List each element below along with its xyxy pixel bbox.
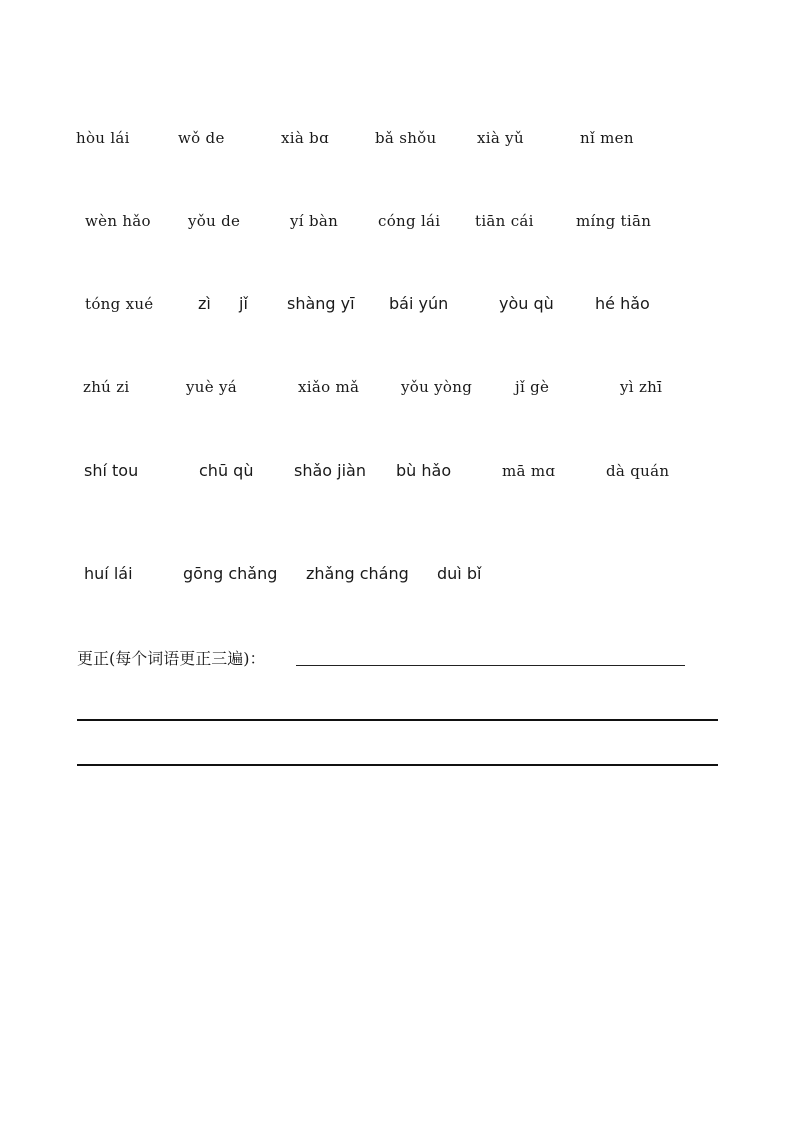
correction-label: 更正(每个词语更正三遍)：	[77, 649, 266, 668]
pinyin-word: duì bǐ	[437, 564, 482, 583]
answer-line-2[interactable]	[77, 764, 718, 766]
pinyin-row-6	[0, 564, 793, 594]
pinyin-row-3	[0, 294, 793, 324]
pinyin-row-5	[0, 461, 793, 491]
pinyin-word: jǐ gè	[515, 378, 550, 396]
pinyin-word: cóng lái	[378, 212, 441, 230]
pinyin-word: shí tou	[84, 461, 139, 480]
pinyin-word: zhǎng cháng	[306, 564, 409, 583]
pinyin-word: bǎ shǒu	[375, 129, 437, 147]
pinyin-word: bù hǎo	[396, 461, 452, 480]
pinyin-word: hé hǎo	[595, 294, 650, 313]
pinyin-word: yǒu yòng	[401, 378, 473, 396]
pinyin-word: shǎo jiàn	[294, 461, 366, 480]
pinyin-word: mā mɑ	[502, 462, 556, 480]
pinyin-word: zhú zi	[83, 378, 130, 396]
pinyin-word: tiān cái	[475, 212, 534, 230]
pinyin-word: jǐ	[239, 294, 248, 313]
pinyin-word: nǐ men	[580, 129, 634, 147]
pinyin-word: tóng xué	[85, 295, 154, 313]
pinyin-word: gōng chǎng	[183, 564, 278, 583]
pinyin-row-2	[0, 211, 793, 241]
correction-answer-line[interactable]	[296, 665, 685, 666]
pinyin-word: dà quán	[606, 462, 670, 480]
pinyin-row-4	[0, 377, 793, 407]
pinyin-word: zì	[198, 294, 211, 313]
pinyin-word: yì zhī	[620, 378, 663, 396]
pinyin-word: yòu qù	[499, 294, 554, 313]
pinyin-word: wèn hǎo	[85, 212, 151, 230]
pinyin-word: xiǎo mǎ	[298, 378, 360, 396]
pinyin-word: yǒu de	[188, 212, 241, 230]
pinyin-word: chū qù	[199, 461, 254, 480]
pinyin-row-1	[0, 128, 793, 158]
pinyin-word: wǒ de	[178, 129, 225, 147]
pinyin-word: míng tiān	[576, 212, 652, 230]
answer-line-1[interactable]	[77, 719, 718, 721]
pinyin-word: bái yún	[389, 294, 449, 313]
pinyin-word: hòu lái	[76, 129, 130, 147]
pinyin-word: xià bɑ	[281, 129, 329, 147]
pinyin-word: huí lái	[84, 564, 133, 583]
pinyin-word: xià yǔ	[477, 129, 524, 147]
pinyin-word: yí bàn	[290, 212, 339, 230]
pinyin-word: yuè yá	[186, 378, 237, 396]
pinyin-word: shàng yī	[287, 294, 355, 313]
